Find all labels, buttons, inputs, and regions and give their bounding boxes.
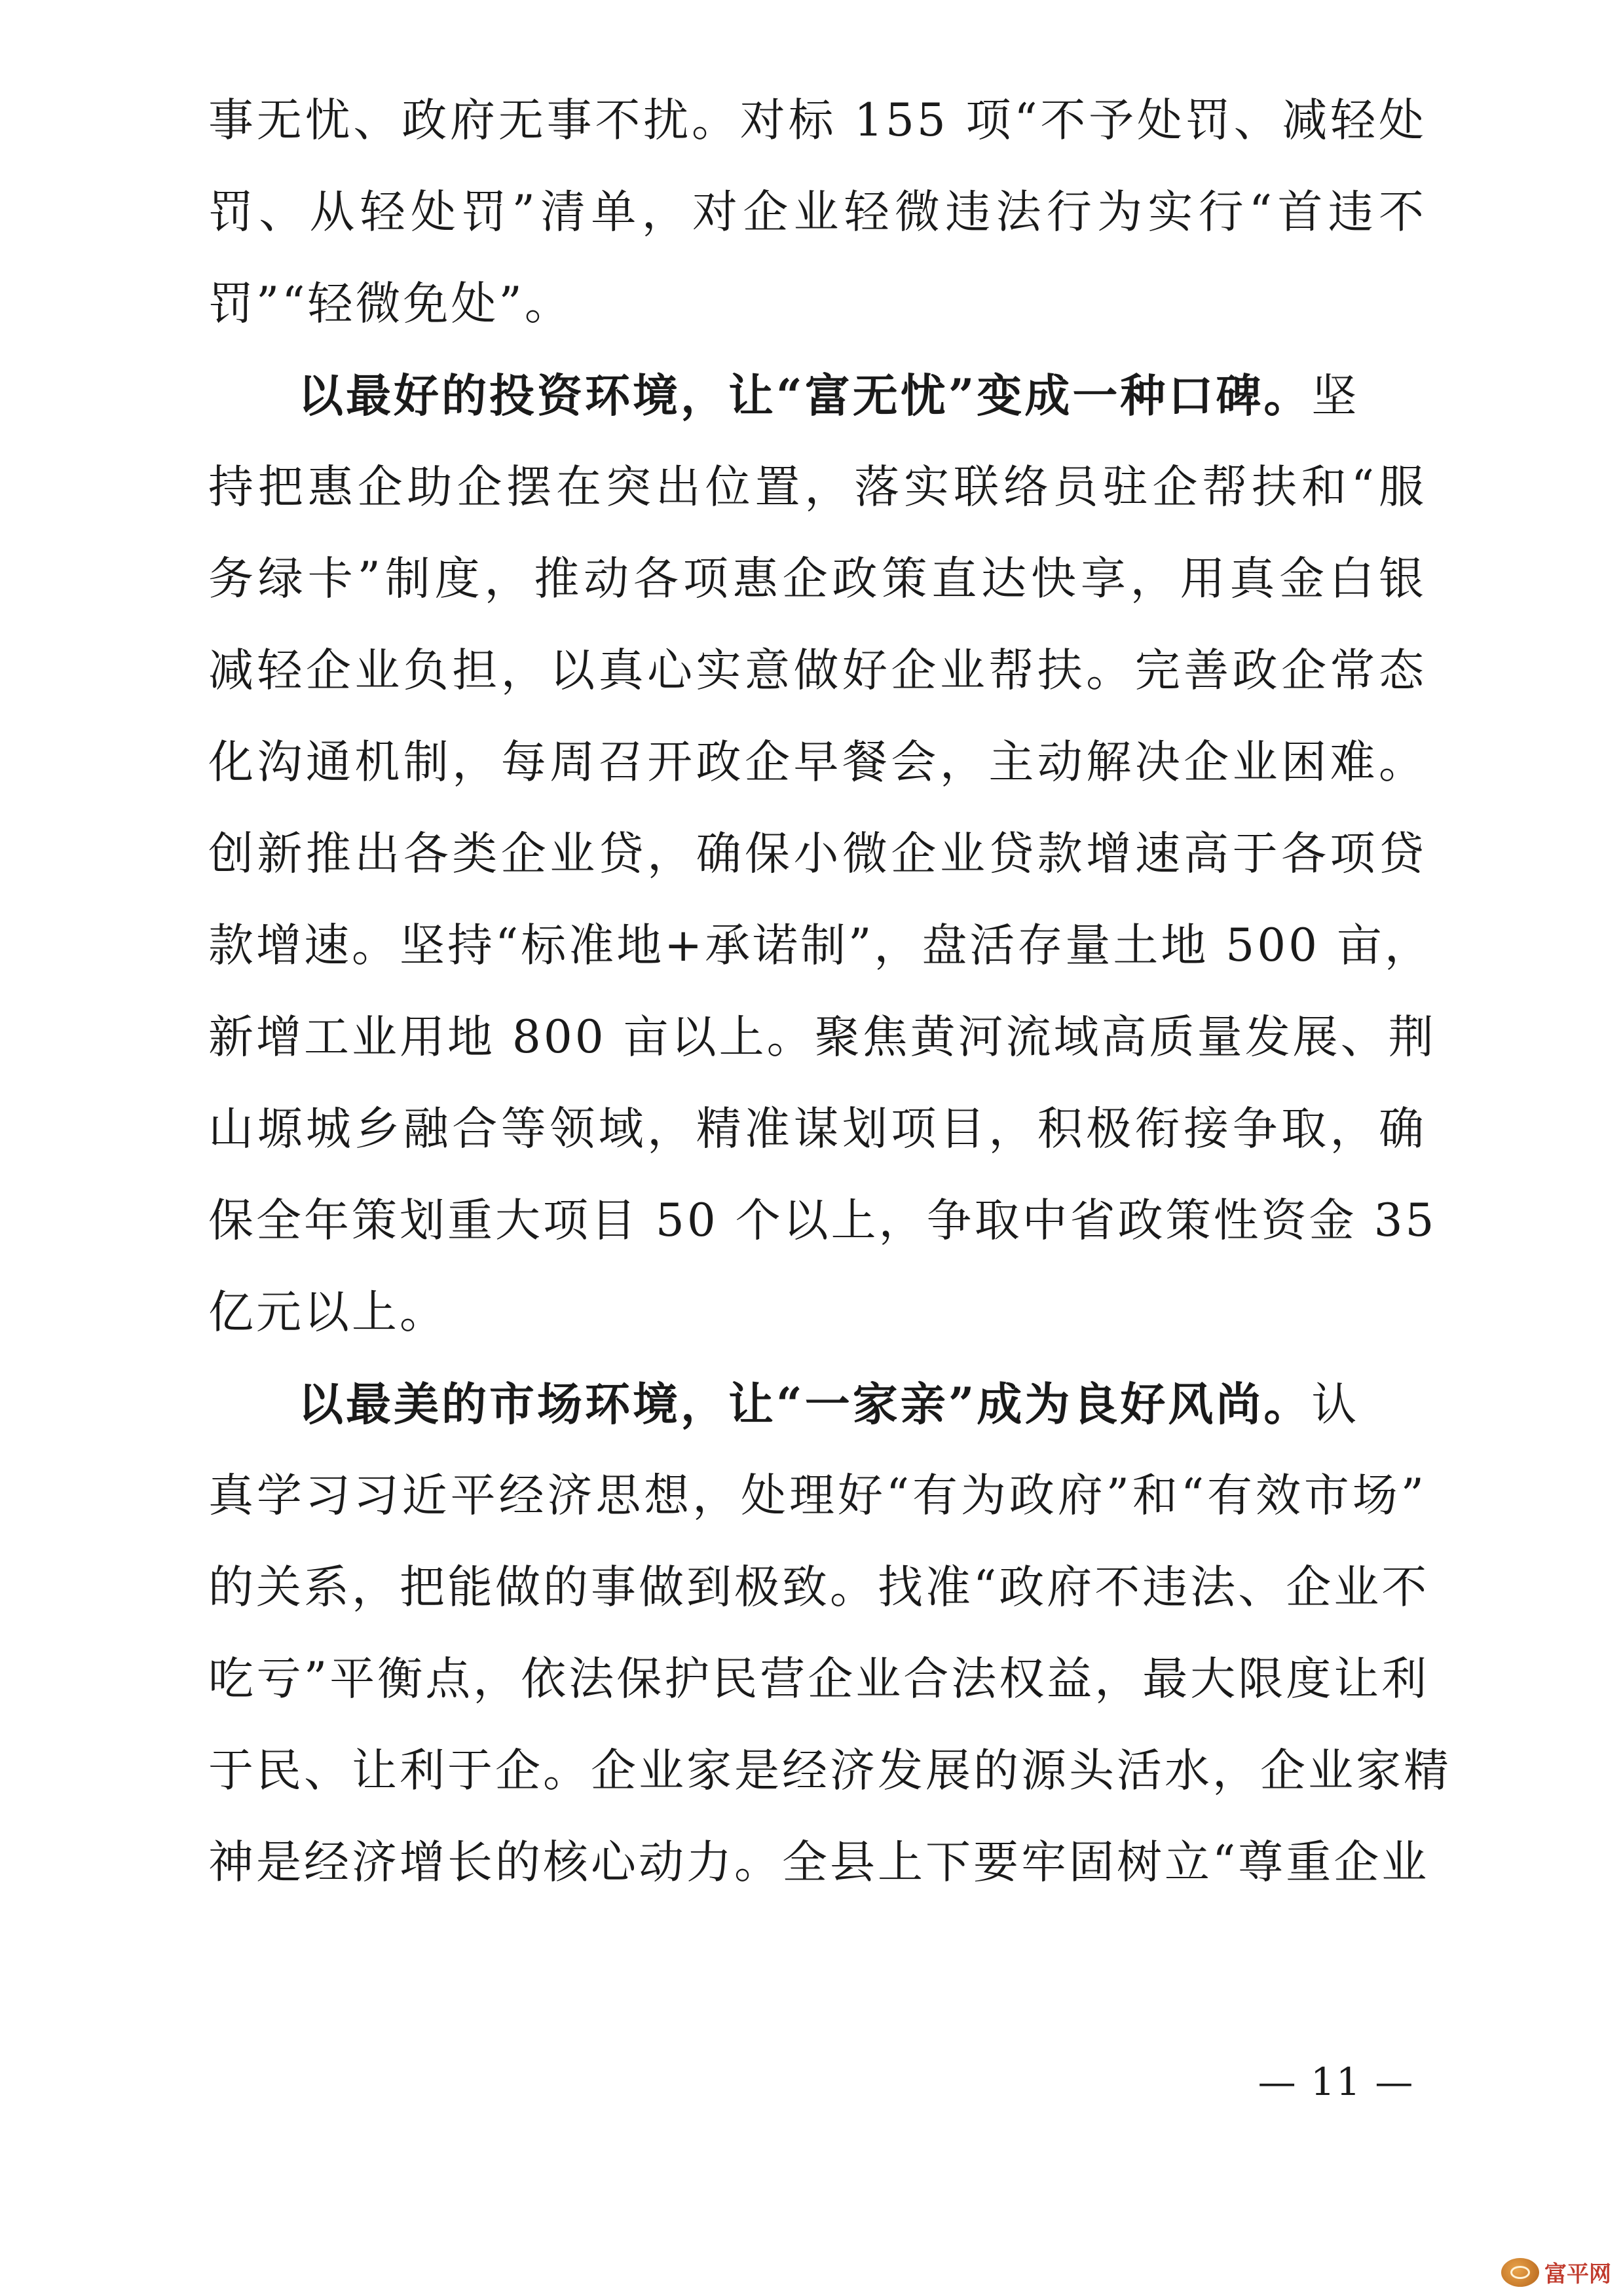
text-line: 山塬城乡融合等领域，精准谋划项目，积极衔接争取，确 [208, 1103, 1427, 1155]
paragraph-heading: 以最好的投资环境，让“富无忧”变成一种口碑。 [298, 369, 1312, 422]
text-line: 吃亏”平衡点，依法保护民营企业合法权益，最大限度让利 [208, 1653, 1430, 1705]
text-line: 神是经济增长的核心动力。全县上下要牢固树立“尊重企业 [208, 1836, 1430, 1889]
text-fragment: 坚 [1311, 370, 1360, 422]
paragraph-heading-line [298, 369, 1427, 422]
text-line: 罚、从轻处罚”清单，对企业轻微违法行为实行“首违不 [208, 186, 1427, 238]
text-line: 新增工业用地 800 亩以上。聚焦黄河流域高质量发展、荆 [208, 1011, 1436, 1064]
text-line: 的关系，把能做的事做到极致。找准“政府不违法、企业不 [208, 1561, 1430, 1614]
watermark-logo-icon [1501, 2258, 1539, 2287]
page-number: — 11 — [1258, 2060, 1415, 2104]
text-fragment: 认 [1311, 1379, 1360, 1431]
paragraph-heading: 以最美的市场环境，让“一家亲”成为良好风尚。 [298, 1378, 1312, 1431]
text-line: 化沟通机制，每周召开政企早餐会，主动解决企业困难。 [208, 736, 1427, 788]
text-line: 事无忧、政府无事不扰。对标 155 项“不予处罚、减轻处 [208, 94, 1427, 147]
watermark-text: 富平网 [1544, 2261, 1611, 2287]
text-line: 务绿卡”制度，推动各项惠企政策直达快享，用真金白银 [208, 553, 1427, 605]
text-line: 真学习习近平经济思想，处理好“有为政府”和“有效市场” [208, 1470, 1427, 1522]
paragraph-heading-line [298, 1378, 1427, 1431]
text-line: 款增速。坚持“标准地+承诺制”，盘活存量土地 500 亩， [208, 919, 1432, 972]
text-line: 于民、让利于企。企业家是经济发展的源头活水，企业家精 [208, 1745, 1451, 1797]
text-line: 持把惠企助企摆在突出位置，落实联络员驻企帮扶和“服 [208, 461, 1427, 513]
text-line: 亿元以上。 [208, 1286, 447, 1339]
site-watermark [1501, 2256, 1611, 2288]
text-line: 减轻企业负担，以真心实意做好企业帮扶。完善政企常态 [208, 644, 1427, 697]
text-line: 创新推出各类企业贷，确保小微企业贷款增速高于各项贷 [208, 828, 1427, 880]
text-line: 罚”“轻微免处”。 [208, 278, 572, 330]
text-line: 保全年策划重大项目 50 个以上，争取中省政策性资金 35 [208, 1194, 1437, 1247]
